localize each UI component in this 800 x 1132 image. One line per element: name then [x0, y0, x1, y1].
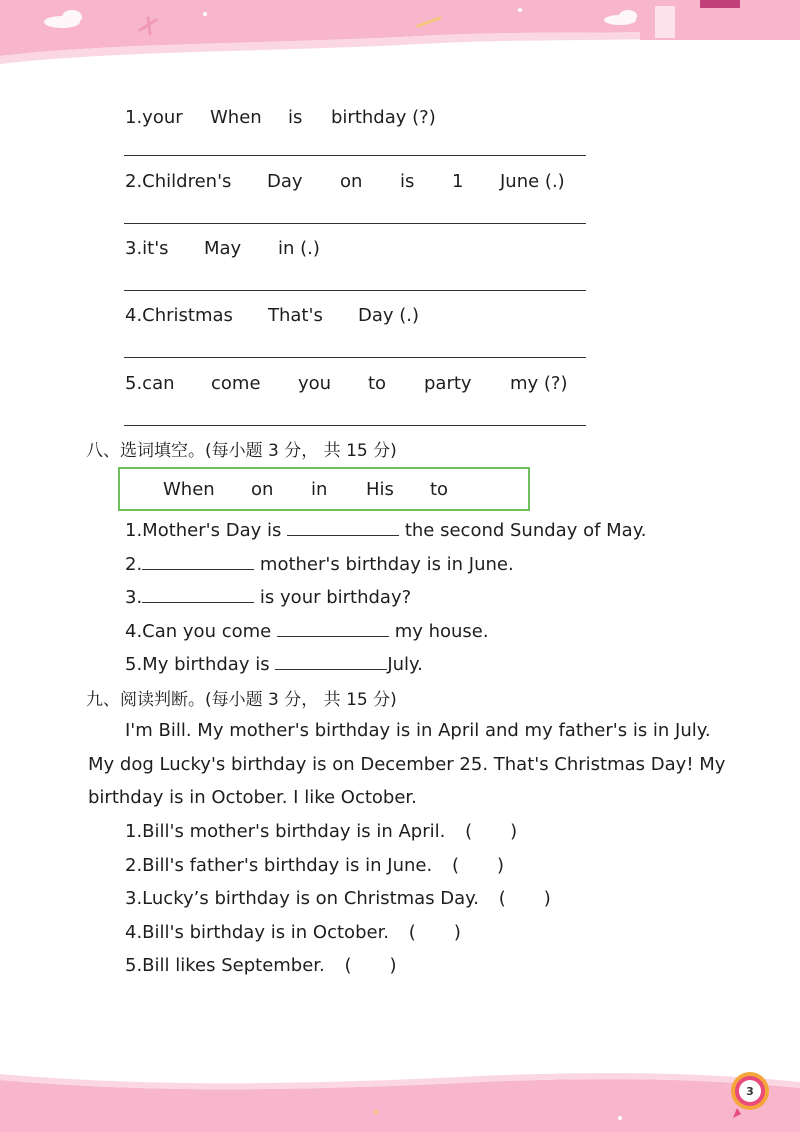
- word: is: [288, 107, 303, 128]
- fill-text: July.: [387, 654, 423, 675]
- word: May: [204, 238, 242, 259]
- word: is: [400, 171, 415, 192]
- word: 4.Christmas: [125, 305, 233, 326]
- fill-blank[interactable]: [287, 519, 399, 536]
- judge-item-4: [125, 922, 461, 944]
- page-number: 3: [746, 1085, 754, 1098]
- top-banner-decoration: [0, 0, 800, 80]
- fill-blank[interactable]: [275, 653, 387, 670]
- word: party: [424, 373, 472, 394]
- passage-line: I'm Bill. My mother's birthday is in April and my father's is in July.: [125, 720, 711, 741]
- word: in (.): [278, 238, 320, 259]
- bottom-banner-decoration: [0, 1060, 800, 1132]
- answer-paren[interactable]: ( ): [408, 922, 461, 943]
- fill-item-1: [125, 519, 647, 542]
- fill-text: the second Sunday of May.: [404, 520, 647, 541]
- word: 2.Children's: [125, 171, 232, 192]
- judge-text: 3.Lucky’s birthday is on Christmas Day.: [125, 888, 479, 909]
- fill-item-4: [125, 620, 489, 643]
- answer-paren[interactable]: ( ): [465, 821, 518, 842]
- word-bank-item: His: [366, 479, 394, 500]
- judge-item-3: [125, 888, 551, 910]
- judge-item-5: [125, 955, 397, 977]
- fill-text: 4.Can you come: [125, 621, 272, 642]
- word: you: [298, 373, 332, 394]
- fill-blank[interactable]: [142, 586, 254, 603]
- word-bank-item: When: [163, 479, 215, 500]
- word: my (?): [510, 373, 568, 394]
- judge-text: 4.Bill's birthday is in October.: [125, 922, 390, 943]
- word: Day: [267, 171, 303, 192]
- word: That's: [268, 305, 323, 326]
- answer-line[interactable]: [124, 290, 586, 291]
- fill-text: my house.: [394, 621, 489, 642]
- fill-text: 3.: [125, 587, 143, 608]
- answer-line[interactable]: [124, 425, 586, 426]
- word-bank-item: on: [251, 479, 274, 500]
- fill-blank[interactable]: [142, 553, 254, 570]
- answer-line[interactable]: [124, 223, 586, 224]
- word: 1.your: [125, 107, 183, 128]
- word: 1: [452, 171, 464, 192]
- page-number-badge: [727, 1070, 773, 1120]
- word: When: [210, 107, 262, 128]
- judge-text: 2.Bill's father's birthday is in June.: [125, 855, 433, 876]
- passage-line: My dog Lucky's birthday is on December 25. That's Christmas Day! My: [88, 754, 726, 775]
- word: birthday (?): [331, 107, 436, 128]
- section-8-title: 八、选词填空。(每小题 3 分， 共 15 分): [86, 441, 397, 461]
- fill-text: 5.My birthday is: [125, 654, 270, 675]
- word: come: [211, 373, 261, 394]
- judge-item-2: [125, 855, 504, 877]
- answer-paren[interactable]: ( ): [451, 855, 505, 876]
- word: 5.can: [125, 373, 175, 394]
- word: June (.): [500, 171, 565, 192]
- answer-line[interactable]: [124, 357, 586, 358]
- word: Day (.): [358, 305, 420, 326]
- fill-item-5: [125, 653, 423, 676]
- word: to: [368, 373, 387, 394]
- judge-text: 5.Bill likes September.: [125, 955, 325, 976]
- judge-item-1: [125, 821, 517, 843]
- word-bank-item: in: [311, 479, 328, 500]
- fill-text: mother's birthday is in June.: [259, 554, 514, 575]
- word: 3.it's: [125, 238, 169, 259]
- fill-blank[interactable]: [277, 620, 389, 637]
- section-9-title: 九、阅读判断。(每小题 3 分， 共 15 分): [86, 690, 397, 710]
- fill-text: 2.: [125, 554, 143, 575]
- fill-item-3: [125, 586, 411, 609]
- answer-line[interactable]: [124, 155, 586, 156]
- fill-text: is your birthday?: [259, 587, 412, 608]
- answer-paren[interactable]: ( ): [498, 888, 551, 909]
- passage-line: birthday is in October. I like October.: [88, 787, 417, 808]
- answer-paren[interactable]: ( ): [344, 955, 397, 976]
- fill-item-2: [125, 553, 514, 576]
- word-bank-item: to: [430, 479, 449, 500]
- word: on: [340, 171, 363, 192]
- judge-text: 1.Bill's mother's birthday is in April.: [125, 821, 446, 842]
- fill-text: 1.Mother's Day is: [125, 520, 282, 541]
